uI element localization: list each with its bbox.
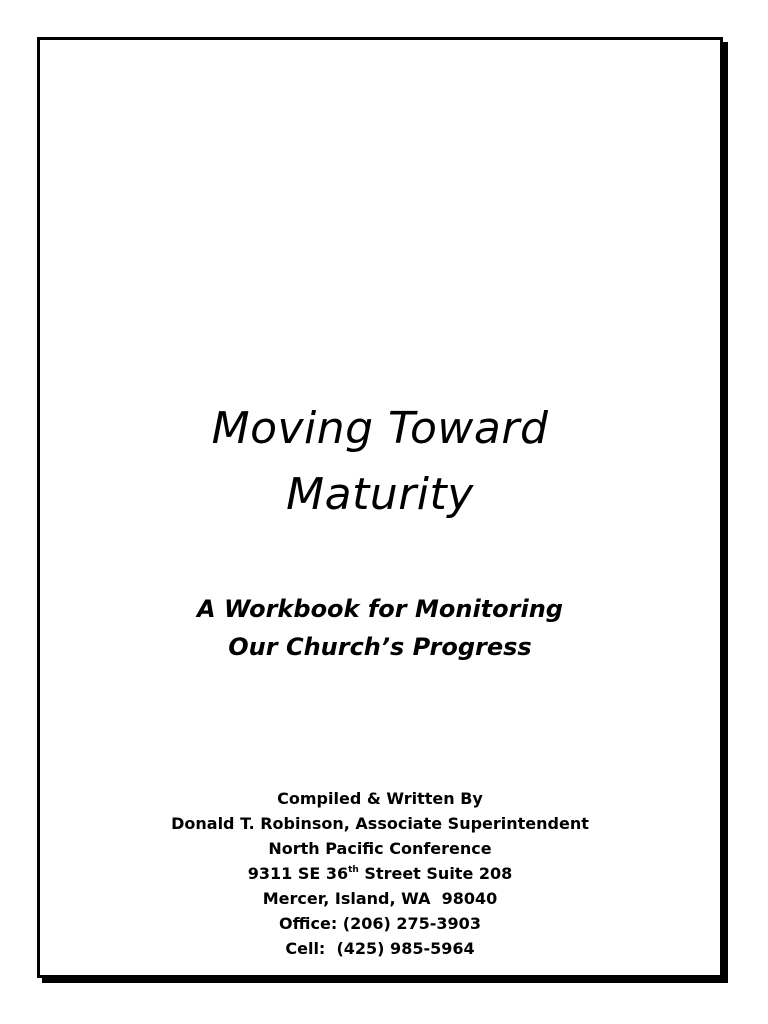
author-line: Donald T. Robinson, Associate Superintendent [171, 814, 589, 833]
subtitle-line-1: A Workbook for Monitoring [197, 595, 563, 623]
document-title [40, 396, 720, 528]
title-line-2: Maturity [286, 469, 474, 520]
address-street: Street Suite 208 [358, 864, 513, 883]
title-line-1: Moving Toward [211, 403, 549, 454]
address-ordinal-suffix: th [348, 865, 359, 875]
address-line [40, 861, 720, 886]
organization-line: North Pacific Conference [268, 839, 492, 858]
page-border [37, 37, 723, 978]
office-phone-line: Office: (206) 275-3903 [279, 914, 481, 933]
cell-phone-line: Cell: (425) 985-5964 [285, 939, 475, 958]
author-contact-block [40, 786, 720, 961]
city-line: Mercer, Island, WA 98040 [262, 889, 498, 908]
compiled-by-line: Compiled & Written By [277, 789, 483, 808]
address-number: 9311 SE 36 [247, 864, 349, 883]
subtitle-line-2: Our Church’s Progress [228, 633, 532, 661]
document-subtitle [40, 590, 720, 666]
